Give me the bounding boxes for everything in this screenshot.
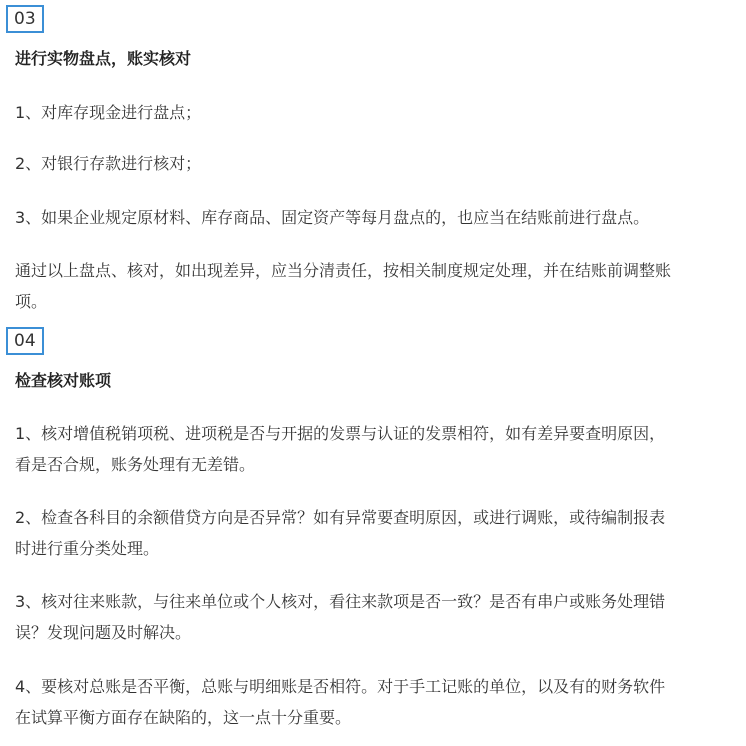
paragraph-line: 2、检查各科目的余额借贷方向是否异常？如有异常要查明原因，或进行调账，或待编制报表 (15, 508, 666, 527)
paragraph (15, 671, 737, 733)
paragraph (15, 255, 737, 317)
paragraph-line: 4、要核对总账是否平衡，总账与明细账是否相符。对于手工记账的单位，以及有的财务软件 (15, 677, 666, 696)
paragraph-line: 3、如果企业规定原材料、库存商品、固定资产等每月盘点的，也应当在结账前进行盘点。 (15, 208, 650, 227)
paragraph (15, 502, 737, 564)
paragraph (15, 148, 737, 179)
paragraph-line: 看是否合规，账务处理有无差错。 (15, 455, 256, 474)
paragraph-line: 项。 (15, 292, 48, 311)
paragraph (15, 418, 737, 480)
paragraph-line: 2、对银行存款进行核对； (15, 154, 202, 173)
paragraph (15, 97, 737, 128)
paragraph-line: 1、对库存现金进行盘点； (15, 103, 202, 122)
paragraph (15, 202, 737, 233)
paragraph-line: 通过以上盘点、核对，如出现差异，应当分清责任，按相关制度规定处理，并在结账前调整账 (15, 261, 672, 280)
section-heading: 进行实物盘点，账实核对 (15, 49, 192, 68)
paragraph-line: 3、核对往来账款，与往来单位或个人核对，看往来款项是否一致？是否有串户或账务处理错 (15, 592, 666, 611)
paragraph-line: 误？发现问题及时解决。 (15, 623, 192, 642)
paragraph-line: 1、核对增值税销项税、进项税是否与开据的发票与认证的发票相符，如有差异要查明原因， (15, 424, 666, 443)
paragraph-line: 在试算平衡方面存在缺陷的，这一点十分重要。 (15, 708, 352, 727)
section-heading: 检查核对账项 (15, 371, 112, 390)
paragraph-line: 时进行重分类处理。 (15, 539, 160, 558)
section-number-badge: 03 (6, 5, 44, 33)
section-number-badge: 04 (6, 327, 44, 355)
paragraph (15, 586, 737, 648)
